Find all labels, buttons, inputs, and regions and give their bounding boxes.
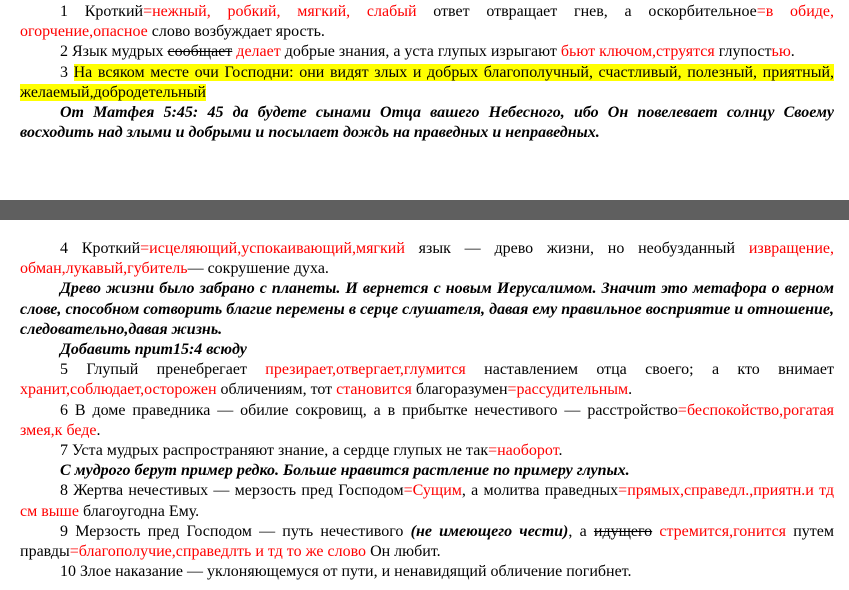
text-run: благоразумен [411,381,508,399]
annotation-text: =благополучие,справедлть и тд то же слово [69,543,367,561]
text-run: . [558,442,563,460]
text-run: 1 Кроткий [60,3,144,20]
highlighted-text: На всяком месте очи Господни: они видят злых и добрых благополучный, счастливый, полезный, приятный, желаемый,добродетельный [20,63,835,101]
text-run: 10 Злое наказание — уклоняющемуся от пути, и ненавидящий обличение погибнет. [60,563,632,581]
annotation-text: стремится,гонится [659,522,787,540]
page-separator [0,200,849,220]
text-run: добрые знания, а уста глупых изрыгают [280,43,561,61]
text-run: 9 Мерзость пред Господом — путь нечестивого [60,522,411,540]
text-run: наставлением отца своего; а кто внимает [465,361,834,379]
text-run: (не имеющего чести) [410,522,569,540]
document-paragraph [20,401,834,441]
document-paragraph [20,239,834,279]
text-run: язык — древо жизни, но необузданный [404,240,749,257]
text-run: обличениям, тот [216,381,337,399]
text-run: . [628,381,633,399]
annotation-text: =наоборот [488,442,559,460]
text-run: 6 В доме праведника — обилие сокровищ, а в прибытке нечестивого — расстройство [60,401,678,419]
text-run: , а молитва праведных [461,482,619,500]
document-paragraph [20,340,834,360]
text-run: От Матфея 5:45: 45 да будете сынами Отца вашего Небесного, ибо Он повелевает солнцу Своему восходить над злыми и добрыми и посылает дождь на праведных и неправедных. [20,104,834,142]
document-paragraph [20,279,834,340]
text-run: путем правды [20,522,835,561]
document-paragraph [20,2,834,42]
document-paragraph [20,103,834,143]
text-run: , а [568,522,594,540]
document-paragraph [20,360,834,400]
page-1-text [20,2,834,143]
document-paragraph [20,522,834,562]
text-run: Древо жизни было забрано с планеты. И вернется с новым Иерусалимом. Значит это метафора о верном слове, способном сотворить благие перемены в серце слушателя, давая ему правильное восприятие и отношение, следовательно,давая жизнь. [20,280,834,338]
text-run: глупост [714,43,772,61]
text-run: слово возбуждает ярость. [147,23,325,41]
annotation-text: бьют ключом,струятся [560,43,715,61]
annotation-text: =рассудительным [507,381,629,399]
document-page-1 [0,0,849,200]
document-paragraph [20,461,834,481]
struck-text: идущего [593,522,653,540]
annotation-text: извращение, обман,лукавый,губитель [20,240,834,278]
document-paragraph [20,562,834,582]
text-run: 5 Глупый пренебрегает [60,361,266,379]
annotation-text: =нежный, робкий, мягкий, слабый [143,3,417,20]
page-2-text [20,239,834,582]
annotation-text: =исцеляющий,успокаивающий,мягкий [140,240,405,257]
annotation-text: хранит,соблюдает,осторожен [20,381,217,399]
annotation-text: =прямых,справедл.,приятн.и тд см выше [20,482,835,520]
text-run: Добавить прит15:4 всюду [60,341,247,359]
document-paragraph [20,63,834,103]
text-run: . [790,43,795,61]
annotation-text: =беспокойство,рогатая змея,к беде [20,401,834,439]
text-run: ответ отвращает гнев, а оскорбительное [416,3,757,20]
document-page-2 [0,220,849,590]
annotation-text: становится [336,381,412,399]
document-paragraph [20,441,834,461]
struck-text: сообщает [167,43,233,61]
text-run: 2 Язык мудрых [60,43,168,61]
annotation-text: =в обиде, огорчение,опасное [20,3,835,41]
document-paragraph [20,42,834,62]
text-run: 8 Жертва нечестивых — мерзость пред Господом [60,482,404,500]
text-run: 4 Кроткий [60,240,141,257]
annotation-text: =Сущим [403,482,462,500]
text-run: . [96,421,101,439]
text-run: С мудрого берут пример редко. Больше нравится растление по примеру глупых. [60,462,630,480]
text-run: 7 Уста мудрых распространяют знание, а сердце глупых не так [60,442,489,460]
annotation-text: ью [771,43,791,61]
document-paragraph [20,481,834,521]
text-run: благоугодна Ему. [78,502,200,520]
annotation-text: презирает,отвергает,глумится [265,361,466,379]
text-run: Он любит. [366,543,441,561]
text-run: — сокрушение духа. [187,260,329,278]
text-run: 3 [60,63,74,81]
annotation-text: делает [236,43,281,61]
